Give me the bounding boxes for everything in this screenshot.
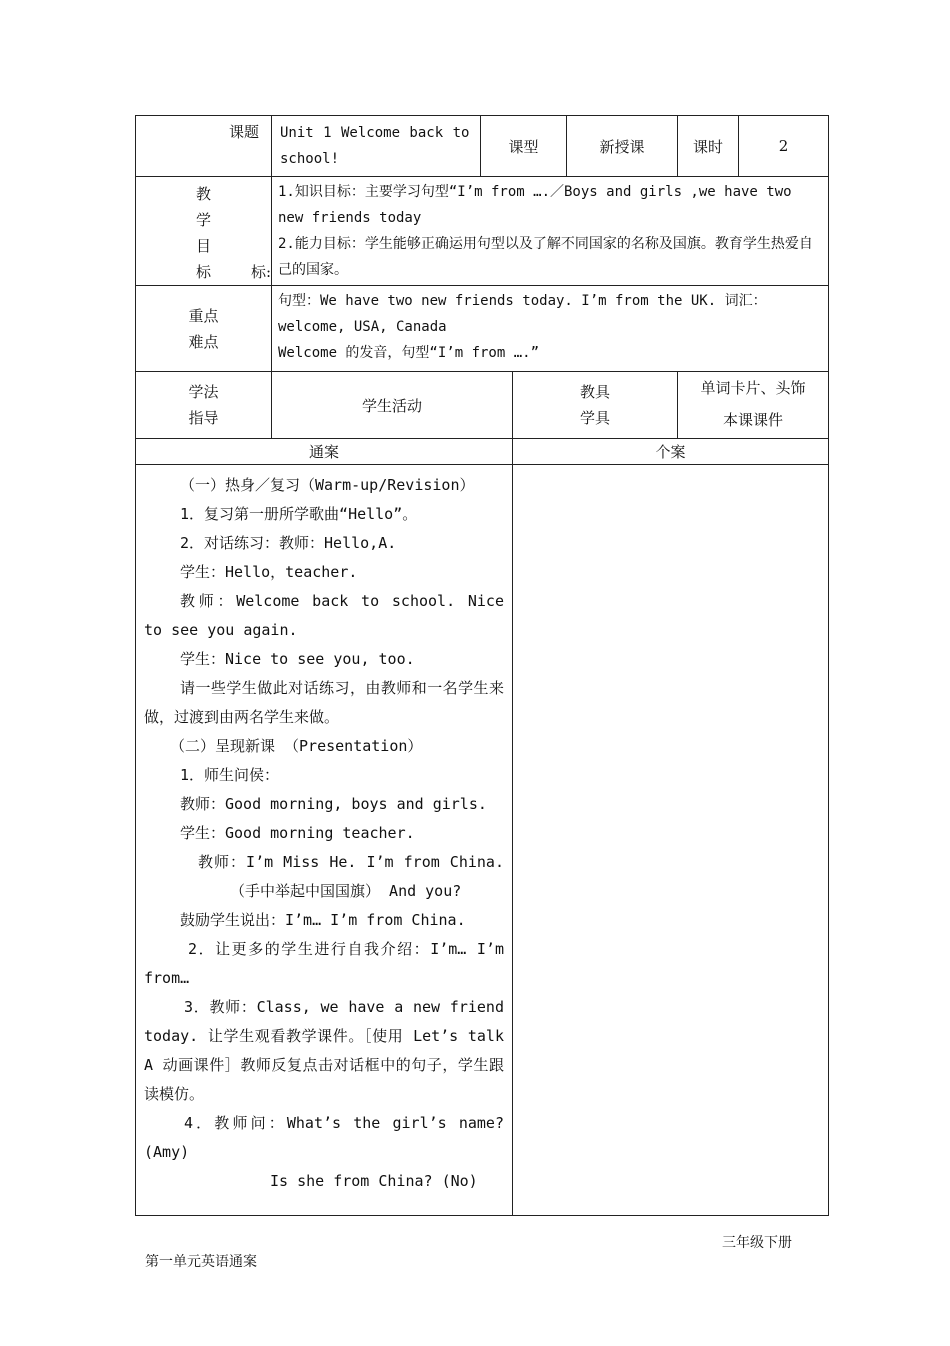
plan-line-16: 4．教师问：What’s the girl’s name?(Amy) — [144, 1114, 504, 1161]
key-points-label-line-2: 难点 — [188, 332, 219, 351]
method-row — [136, 372, 829, 439]
tools-value — [678, 372, 829, 439]
type-label: 课型 — [481, 116, 567, 177]
plan-line-7: 请一些学生做此对话练习，由教师和一名学生来做，过渡到由两名学生来做。 — [144, 679, 504, 726]
tools-label-line-1: 教具 — [580, 383, 611, 401]
plan-line-13: 鼓励学生说出：I’m… I’m from China. — [180, 911, 466, 929]
plan-line-12: 教师：I’m Miss He. I’m from China.（手中举起中国国旗） And you? — [198, 853, 504, 900]
plan-line-3: 2．对话练习：教师：Hello,A. — [180, 534, 397, 552]
common-plan-header: 通案 — [136, 439, 513, 465]
key-points-label-line-1: 重点 — [188, 306, 219, 325]
plan-line-11: 学生：Good morning teacher. — [180, 824, 415, 842]
method-label — [136, 372, 272, 439]
plan-line-4: 学生：Hello，teacher. — [180, 563, 358, 581]
type-value: 新授课 — [567, 116, 678, 177]
plan-line-17: Is she from China? (No) — [270, 1172, 478, 1190]
method-label-line-1: 学法 — [188, 383, 219, 401]
goals-line-2: 2.能力目标：学生能够正确运用句型以及了解不同国家的名称及国旗。教育学生热爱自己的国家。 — [278, 236, 813, 278]
key-points-label — [136, 286, 272, 372]
topic-label: 课题 — [136, 116, 272, 177]
method-label-line-2: 指导 — [188, 409, 219, 427]
key-points-row — [136, 286, 829, 372]
goals-label-char-1: 教 — [195, 185, 211, 203]
plan-line-1: （一）热身／复习（Warm-up/Revision） — [180, 476, 475, 494]
key-points-line-2: Welcome 的发音，句型“I’m from ….” — [278, 345, 540, 361]
plan-line-9: 1．师生问侯： — [180, 766, 280, 784]
footer-grade: 三年级下册 — [722, 1235, 792, 1251]
goals-content — [272, 177, 829, 286]
individual-plan-header: 个案 — [513, 439, 829, 465]
goals-label — [136, 177, 272, 286]
tools-value-line-2: 本课课件 — [723, 411, 784, 429]
plan-body-row — [136, 465, 829, 1216]
tools-label — [513, 372, 678, 439]
plan-line-6: 学生：Nice to see you, too. — [180, 650, 415, 668]
individual-plan-content — [513, 465, 829, 1216]
goals-row — [136, 177, 829, 286]
plan-line-14: 2．让更多的学生进行自我介绍：I’m… I’m from… — [144, 940, 504, 987]
hours-value: 2 — [739, 116, 829, 177]
hours-label: 课时 — [678, 116, 739, 177]
footer-title: 第一单元英语通案 — [145, 1254, 257, 1270]
goals-line-1: 1.知识目标：主要学习句型“I’m from ….／Boys and girls ,we have two new friends today — [278, 184, 792, 226]
key-points-content — [272, 286, 829, 372]
goals-label-char-3: 目 — [195, 237, 211, 255]
topic-value: Unit 1 Welcome back to school! — [272, 116, 481, 177]
lesson-plan-table-frame — [135, 115, 828, 1202]
tools-value-line-1: 单词卡片、头饰 — [700, 379, 806, 397]
goals-label-suffix: 标: — [250, 263, 271, 281]
plan-line-8: （二）呈现新课 （Presentation） — [170, 737, 423, 755]
tools-label-line-2: 学具 — [580, 409, 611, 427]
goals-label-char-2: 学 — [195, 211, 211, 229]
goals-label-last-line — [136, 259, 271, 285]
lesson-plan-table — [135, 115, 829, 1216]
plan-header-row — [136, 439, 829, 465]
key-points-line-1: 句型：We have two new friends today. I’m from the UK. 词汇：welcome, USA, Canada — [278, 293, 767, 335]
plan-line-10: 教师：Good morning, boys and girls. — [180, 795, 487, 813]
plan-line-2: 1．复习第一册所学歌曲“Hello”。 — [180, 505, 418, 523]
common-plan-content — [136, 465, 513, 1216]
plan-line-5: 教师：Welcome back to school. Nice to see you again. — [144, 592, 504, 639]
topic-row — [136, 116, 829, 177]
goals-label-char-4: 标 — [196, 263, 212, 281]
student-activity: 学生活动 — [272, 372, 513, 439]
plan-line-15: 3．教师：Class, we have a new friend today. 让学生观看教学课件。［使用 Let’s talk A 动画课件］教师反复点击对话框中的句子，学生跟读模仿。 — [144, 998, 504, 1103]
